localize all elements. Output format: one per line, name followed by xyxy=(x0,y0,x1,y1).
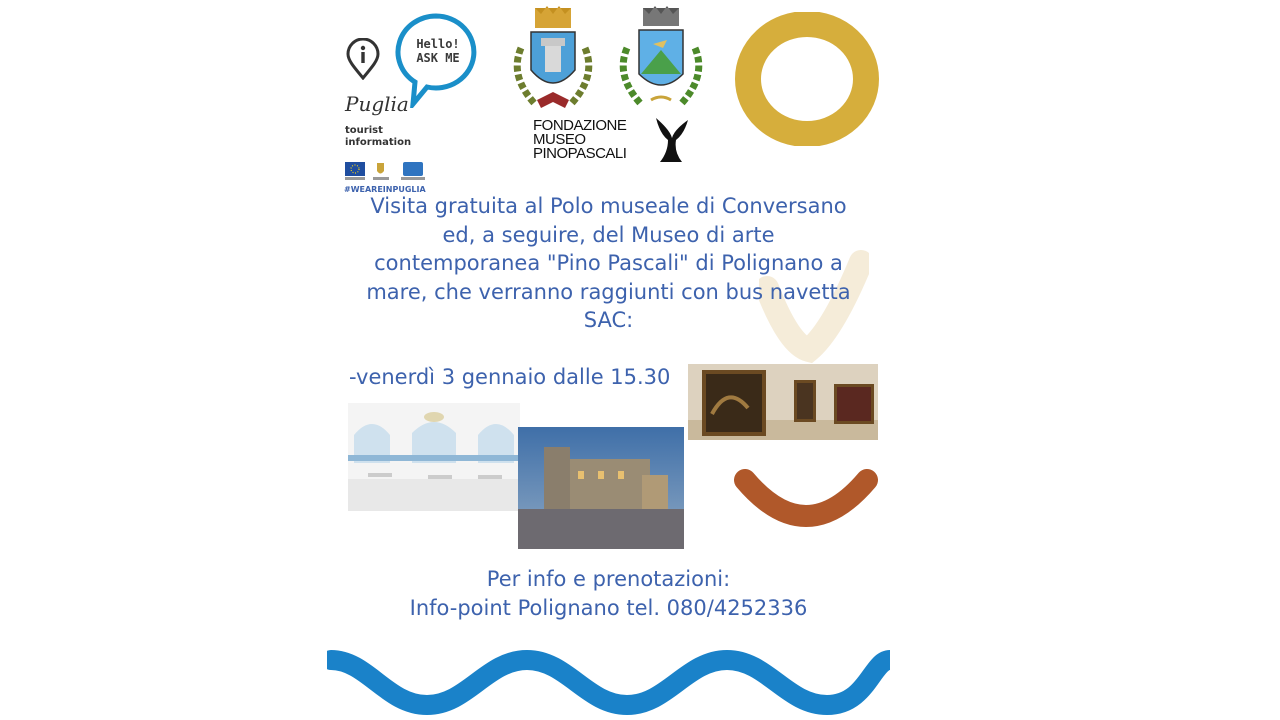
event-date: -venerdì 3 gennaio dalle 15.30 xyxy=(349,365,671,389)
description-line: Visita gratuita al Polo museale di Conversano xyxy=(370,194,847,218)
hello-ask-me-text xyxy=(407,37,469,65)
castle-photo-drawing xyxy=(518,427,684,549)
eu-flag-icon xyxy=(345,162,365,176)
museo-line: MUSEO xyxy=(533,131,586,148)
ask-me-line: ASK ME xyxy=(416,51,460,65)
pinopascali-line: PINOPASCALI xyxy=(533,145,627,162)
main-description xyxy=(327,192,890,335)
description-line: SAC: xyxy=(583,308,634,332)
description-line: mare, che verranno raggiunti con bus navetta xyxy=(366,279,851,304)
sponsor-logos xyxy=(344,161,428,183)
museum-hall-photo xyxy=(348,403,520,511)
castle-photo xyxy=(518,427,684,549)
coat-of-arms-conversano xyxy=(505,4,601,116)
contact-info xyxy=(327,565,890,623)
coat-of-arms-polignano xyxy=(611,4,711,116)
phone-line: Info-point Polignano tel. 080/4252336 xyxy=(409,596,808,620)
info-line: Per info e prenotazioni: xyxy=(486,567,731,591)
puglia-logo: Puglia xyxy=(345,92,409,116)
description-line: contemporanea "Pino Pascali" di Polignano a xyxy=(374,251,843,275)
museum-hall-drawing xyxy=(348,403,520,511)
fondazione-logo-text xyxy=(533,119,626,161)
info-pin-icon xyxy=(345,38,381,80)
description-line: ed, a seguire, del Museo di arte xyxy=(442,222,775,247)
brown-smile-shape xyxy=(733,468,879,530)
gallery-photo-drawing xyxy=(688,364,878,440)
fondazione-line: FONDAZIONE xyxy=(533,117,627,134)
hello-line: Hello! xyxy=(416,37,460,51)
tourist-information-label xyxy=(345,125,411,149)
hashtag-label: #WEAREINPUGLIA xyxy=(344,185,426,194)
poster xyxy=(327,0,890,720)
gallery-photo xyxy=(688,364,878,440)
information-line: information xyxy=(345,137,412,148)
tourist-line: tourist xyxy=(345,125,383,136)
whale-tail-icon xyxy=(652,116,692,164)
gold-ring-shape xyxy=(735,12,879,146)
blue-wave-shape xyxy=(327,630,890,720)
